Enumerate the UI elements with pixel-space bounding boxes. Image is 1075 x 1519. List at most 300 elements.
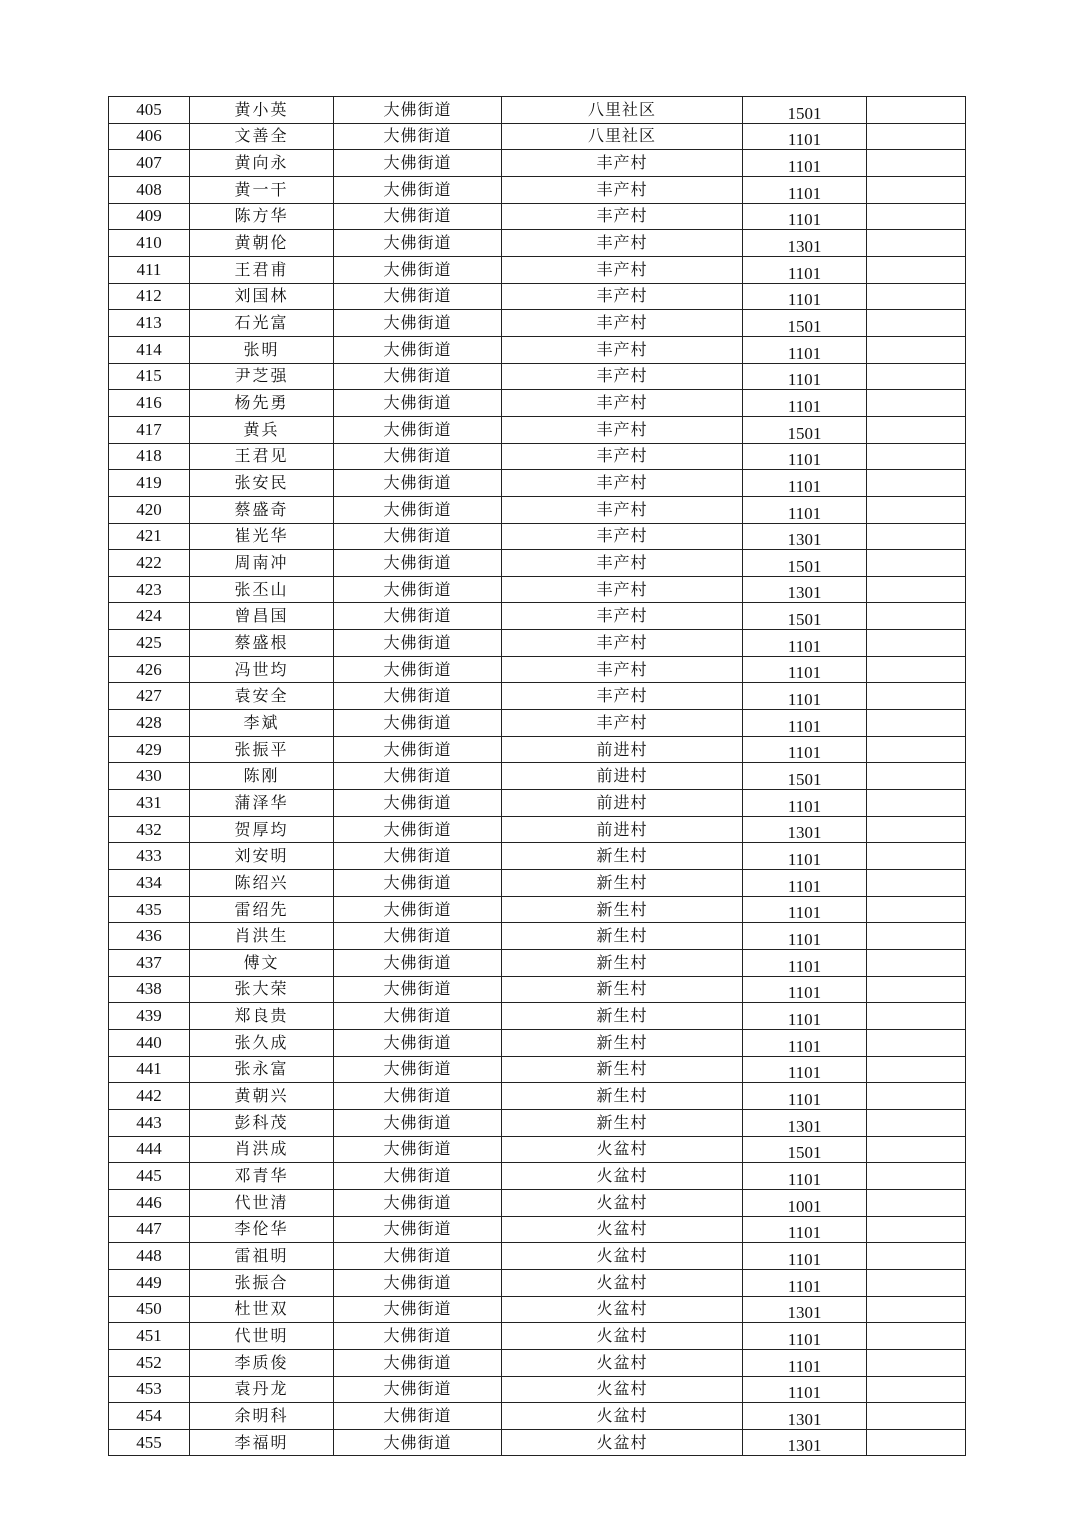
category-code: 1501 xyxy=(743,763,867,790)
category-code: 1501 xyxy=(743,97,867,124)
village-name: 火盆村 xyxy=(502,1189,743,1216)
row-number: 417 xyxy=(109,416,190,443)
table-row xyxy=(109,97,966,124)
table-row xyxy=(109,283,966,310)
table-row xyxy=(109,416,966,443)
remark-cell xyxy=(867,1323,966,1350)
remark-cell xyxy=(867,816,966,843)
village-name: 丰产村 xyxy=(502,230,743,257)
category-code: 1101 xyxy=(743,496,867,523)
person-name: 崔光华 xyxy=(190,523,334,550)
person-name: 蔡盛根 xyxy=(190,630,334,657)
village-name: 新生村 xyxy=(502,1029,743,1056)
street-name: 大佛街道 xyxy=(334,1003,502,1030)
remark-cell xyxy=(867,1269,966,1296)
category-code: 1301 xyxy=(743,1429,867,1456)
row-number: 410 xyxy=(109,230,190,257)
person-name: 张振合 xyxy=(190,1269,334,1296)
remark-cell xyxy=(867,1189,966,1216)
street-name: 大佛街道 xyxy=(334,1243,502,1270)
remark-cell xyxy=(867,1216,966,1243)
village-name: 丰产村 xyxy=(502,310,743,337)
row-number: 454 xyxy=(109,1403,190,1430)
village-name: 火盆村 xyxy=(502,1243,743,1270)
person-name: 张永富 xyxy=(190,1056,334,1083)
remark-cell xyxy=(867,443,966,470)
street-name: 大佛街道 xyxy=(334,870,502,897)
row-number: 418 xyxy=(109,443,190,470)
village-name: 丰产村 xyxy=(502,630,743,657)
person-name: 王君见 xyxy=(190,443,334,470)
roster-body xyxy=(109,97,966,1456)
person-name: 张安民 xyxy=(190,470,334,497)
person-name: 郑良贵 xyxy=(190,1003,334,1030)
row-number: 432 xyxy=(109,816,190,843)
row-number: 438 xyxy=(109,976,190,1003)
remark-cell xyxy=(867,150,966,177)
street-name: 大佛街道 xyxy=(334,603,502,630)
table-row xyxy=(109,603,966,630)
person-name: 杨先勇 xyxy=(190,390,334,417)
remark-cell xyxy=(867,363,966,390)
table-row xyxy=(109,710,966,737)
category-code: 1301 xyxy=(743,816,867,843)
table-row xyxy=(109,656,966,683)
category-code: 1101 xyxy=(743,1029,867,1056)
row-number: 451 xyxy=(109,1323,190,1350)
remark-cell xyxy=(867,1429,966,1456)
category-code: 1501 xyxy=(743,416,867,443)
category-code: 1101 xyxy=(743,1216,867,1243)
village-name: 新生村 xyxy=(502,1003,743,1030)
village-name: 火盆村 xyxy=(502,1429,743,1456)
row-number: 413 xyxy=(109,310,190,337)
person-name: 袁安全 xyxy=(190,683,334,710)
category-code: 1301 xyxy=(743,1109,867,1136)
table-row xyxy=(109,1109,966,1136)
person-name: 周南冲 xyxy=(190,550,334,577)
table-row xyxy=(109,203,966,230)
category-code: 1101 xyxy=(743,1243,867,1270)
row-number: 436 xyxy=(109,923,190,950)
street-name: 大佛街道 xyxy=(334,576,502,603)
street-name: 大佛街道 xyxy=(334,630,502,657)
street-name: 大佛街道 xyxy=(334,1056,502,1083)
category-code: 1101 xyxy=(743,1003,867,1030)
row-number: 412 xyxy=(109,283,190,310)
remark-cell xyxy=(867,390,966,417)
village-name: 丰产村 xyxy=(502,603,743,630)
row-number: 423 xyxy=(109,576,190,603)
street-name: 大佛街道 xyxy=(334,256,502,283)
row-number: 448 xyxy=(109,1243,190,1270)
person-name: 贺厚均 xyxy=(190,816,334,843)
table-row xyxy=(109,1029,966,1056)
table-row xyxy=(109,896,966,923)
category-code: 1101 xyxy=(743,896,867,923)
remark-cell xyxy=(867,1296,966,1323)
remark-cell xyxy=(867,550,966,577)
category-code: 1101 xyxy=(743,656,867,683)
category-code: 1101 xyxy=(743,390,867,417)
row-number: 431 xyxy=(109,790,190,817)
village-name: 丰产村 xyxy=(502,256,743,283)
remark-cell xyxy=(867,496,966,523)
remark-cell xyxy=(867,683,966,710)
street-name: 大佛街道 xyxy=(334,550,502,577)
person-name: 黄向永 xyxy=(190,150,334,177)
street-name: 大佛街道 xyxy=(334,470,502,497)
person-name: 蔡盛奇 xyxy=(190,496,334,523)
table-row xyxy=(109,843,966,870)
category-code: 1501 xyxy=(743,550,867,577)
table-row xyxy=(109,443,966,470)
village-name: 前进村 xyxy=(502,763,743,790)
village-name: 新生村 xyxy=(502,896,743,923)
row-number: 443 xyxy=(109,1109,190,1136)
village-name: 火盆村 xyxy=(502,1163,743,1190)
remark-cell xyxy=(867,203,966,230)
row-number: 437 xyxy=(109,950,190,977)
category-code: 1101 xyxy=(743,790,867,817)
village-name: 火盆村 xyxy=(502,1349,743,1376)
village-name: 新生村 xyxy=(502,950,743,977)
street-name: 大佛街道 xyxy=(334,230,502,257)
person-name: 余明科 xyxy=(190,1403,334,1430)
category-code: 1101 xyxy=(743,1056,867,1083)
category-code: 1101 xyxy=(743,683,867,710)
remark-cell xyxy=(867,283,966,310)
table-row xyxy=(109,336,966,363)
remark-cell xyxy=(867,1163,966,1190)
remark-cell xyxy=(867,523,966,550)
category-code: 1101 xyxy=(743,363,867,390)
street-name: 大佛街道 xyxy=(334,1323,502,1350)
category-code: 1001 xyxy=(743,1189,867,1216)
row-number: 426 xyxy=(109,656,190,683)
row-number: 429 xyxy=(109,736,190,763)
village-name: 新生村 xyxy=(502,923,743,950)
street-name: 大佛街道 xyxy=(334,1376,502,1403)
person-name: 李伦华 xyxy=(190,1216,334,1243)
row-number: 447 xyxy=(109,1216,190,1243)
category-code: 1301 xyxy=(743,523,867,550)
village-name: 丰产村 xyxy=(502,523,743,550)
table-row xyxy=(109,363,966,390)
person-name: 冯世均 xyxy=(190,656,334,683)
street-name: 大佛街道 xyxy=(334,496,502,523)
category-code: 1101 xyxy=(743,736,867,763)
remark-cell xyxy=(867,603,966,630)
remark-cell xyxy=(867,1136,966,1163)
remark-cell xyxy=(867,97,966,124)
remark-cell xyxy=(867,230,966,257)
remark-cell xyxy=(867,1349,966,1376)
table-row xyxy=(109,1083,966,1110)
village-name: 新生村 xyxy=(502,870,743,897)
table-row xyxy=(109,176,966,203)
remark-cell xyxy=(867,256,966,283)
person-name: 张久成 xyxy=(190,1029,334,1056)
row-number: 442 xyxy=(109,1083,190,1110)
category-code: 1101 xyxy=(743,176,867,203)
category-code: 1101 xyxy=(743,256,867,283)
street-name: 大佛街道 xyxy=(334,896,502,923)
row-number: 430 xyxy=(109,763,190,790)
table-row xyxy=(109,630,966,657)
table-row xyxy=(109,976,966,1003)
remark-cell xyxy=(867,123,966,150)
person-name: 李福明 xyxy=(190,1429,334,1456)
table-row xyxy=(109,523,966,550)
street-name: 大佛街道 xyxy=(334,1269,502,1296)
table-row xyxy=(109,1429,966,1456)
row-number: 434 xyxy=(109,870,190,897)
street-name: 大佛街道 xyxy=(334,683,502,710)
street-name: 大佛街道 xyxy=(334,763,502,790)
street-name: 大佛街道 xyxy=(334,123,502,150)
person-name: 李质俊 xyxy=(190,1349,334,1376)
row-number: 433 xyxy=(109,843,190,870)
village-name: 丰产村 xyxy=(502,550,743,577)
row-number: 409 xyxy=(109,203,190,230)
table-row xyxy=(109,470,966,497)
remark-cell xyxy=(867,710,966,737)
person-name: 陈绍兴 xyxy=(190,870,334,897)
village-name: 丰产村 xyxy=(502,203,743,230)
category-code: 1101 xyxy=(743,1163,867,1190)
table-row xyxy=(109,150,966,177)
table-row xyxy=(109,1136,966,1163)
table-row xyxy=(109,576,966,603)
table-row xyxy=(109,1403,966,1430)
person-name: 蒲泽华 xyxy=(190,790,334,817)
remark-cell xyxy=(867,1056,966,1083)
street-name: 大佛街道 xyxy=(334,843,502,870)
remark-cell xyxy=(867,923,966,950)
category-code: 1101 xyxy=(743,870,867,897)
village-name: 前进村 xyxy=(502,736,743,763)
village-name: 丰产村 xyxy=(502,710,743,737)
village-name: 新生村 xyxy=(502,843,743,870)
person-name: 彭科茂 xyxy=(190,1109,334,1136)
category-code: 1301 xyxy=(743,1403,867,1430)
village-name: 八里社区 xyxy=(502,123,743,150)
table-row xyxy=(109,390,966,417)
row-number: 449 xyxy=(109,1269,190,1296)
category-code: 1101 xyxy=(743,710,867,737)
street-name: 大佛街道 xyxy=(334,283,502,310)
category-code: 1301 xyxy=(743,576,867,603)
row-number: 405 xyxy=(109,97,190,124)
village-name: 丰产村 xyxy=(502,363,743,390)
row-number: 450 xyxy=(109,1296,190,1323)
row-number: 425 xyxy=(109,630,190,657)
person-name: 杜世双 xyxy=(190,1296,334,1323)
table-row xyxy=(109,496,966,523)
row-number: 414 xyxy=(109,336,190,363)
table-row xyxy=(109,310,966,337)
remark-cell xyxy=(867,336,966,363)
table-row xyxy=(109,230,966,257)
category-code: 1101 xyxy=(743,1376,867,1403)
person-name: 陈方华 xyxy=(190,203,334,230)
remark-cell xyxy=(867,790,966,817)
row-number: 428 xyxy=(109,710,190,737)
village-name: 火盆村 xyxy=(502,1403,743,1430)
person-name: 石光富 xyxy=(190,310,334,337)
person-name: 曾昌国 xyxy=(190,603,334,630)
street-name: 大佛街道 xyxy=(334,1083,502,1110)
remark-cell xyxy=(867,1109,966,1136)
row-number: 439 xyxy=(109,1003,190,1030)
village-name: 丰产村 xyxy=(502,470,743,497)
category-code: 1101 xyxy=(743,1323,867,1350)
table-row xyxy=(109,1376,966,1403)
row-number: 453 xyxy=(109,1376,190,1403)
person-name: 王君甫 xyxy=(190,256,334,283)
street-name: 大佛街道 xyxy=(334,950,502,977)
table-row xyxy=(109,256,966,283)
row-number: 424 xyxy=(109,603,190,630)
village-name: 新生村 xyxy=(502,1083,743,1110)
village-name: 丰产村 xyxy=(502,683,743,710)
village-name: 丰产村 xyxy=(502,176,743,203)
street-name: 大佛街道 xyxy=(334,203,502,230)
row-number: 421 xyxy=(109,523,190,550)
row-number: 416 xyxy=(109,390,190,417)
remark-cell xyxy=(867,176,966,203)
roster-table xyxy=(108,96,966,1456)
street-name: 大佛街道 xyxy=(334,336,502,363)
street-name: 大佛街道 xyxy=(334,710,502,737)
table-row xyxy=(109,1349,966,1376)
street-name: 大佛街道 xyxy=(334,1109,502,1136)
village-name: 前进村 xyxy=(502,816,743,843)
row-number: 415 xyxy=(109,363,190,390)
person-name: 张明 xyxy=(190,336,334,363)
remark-cell xyxy=(867,1403,966,1430)
table-row xyxy=(109,1189,966,1216)
table-row xyxy=(109,763,966,790)
category-code: 1101 xyxy=(743,950,867,977)
table-row xyxy=(109,123,966,150)
street-name: 大佛街道 xyxy=(334,150,502,177)
remark-cell xyxy=(867,310,966,337)
category-code: 1101 xyxy=(743,203,867,230)
category-code: 1101 xyxy=(743,443,867,470)
table-row xyxy=(109,1163,966,1190)
street-name: 大佛街道 xyxy=(334,1189,502,1216)
street-name: 大佛街道 xyxy=(334,310,502,337)
remark-cell xyxy=(867,976,966,1003)
street-name: 大佛街道 xyxy=(334,656,502,683)
row-number: 435 xyxy=(109,896,190,923)
table-row xyxy=(109,1056,966,1083)
category-code: 1101 xyxy=(743,976,867,1003)
category-code: 1501 xyxy=(743,603,867,630)
table-row xyxy=(109,1269,966,1296)
table-row xyxy=(109,736,966,763)
remark-cell xyxy=(867,1083,966,1110)
category-code: 1101 xyxy=(743,843,867,870)
row-number: 452 xyxy=(109,1349,190,1376)
street-name: 大佛街道 xyxy=(334,1029,502,1056)
remark-cell xyxy=(867,470,966,497)
person-name: 雷绍先 xyxy=(190,896,334,923)
table-row xyxy=(109,1296,966,1323)
village-name: 火盆村 xyxy=(502,1296,743,1323)
remark-cell xyxy=(867,630,966,657)
remark-cell xyxy=(867,1003,966,1030)
village-name: 新生村 xyxy=(502,976,743,1003)
remark-cell xyxy=(867,950,966,977)
remark-cell xyxy=(867,1029,966,1056)
category-code: 1101 xyxy=(743,336,867,363)
village-name: 丰产村 xyxy=(502,443,743,470)
street-name: 大佛街道 xyxy=(334,443,502,470)
remark-cell xyxy=(867,896,966,923)
person-name: 邓青华 xyxy=(190,1163,334,1190)
category-code: 1101 xyxy=(743,123,867,150)
remark-cell xyxy=(867,656,966,683)
category-code: 1101 xyxy=(743,150,867,177)
village-name: 新生村 xyxy=(502,1056,743,1083)
row-number: 440 xyxy=(109,1029,190,1056)
remark-cell xyxy=(867,870,966,897)
person-name: 刘国林 xyxy=(190,283,334,310)
street-name: 大佛街道 xyxy=(334,1403,502,1430)
person-name: 张大荣 xyxy=(190,976,334,1003)
row-number: 411 xyxy=(109,256,190,283)
table-row xyxy=(109,683,966,710)
person-name: 肖洪生 xyxy=(190,923,334,950)
table-row xyxy=(109,1323,966,1350)
category-code: 1301 xyxy=(743,230,867,257)
village-name: 新生村 xyxy=(502,1109,743,1136)
village-name: 丰产村 xyxy=(502,390,743,417)
category-code: 1101 xyxy=(743,923,867,950)
person-name: 文善全 xyxy=(190,123,334,150)
village-name: 火盆村 xyxy=(502,1136,743,1163)
table-row xyxy=(109,923,966,950)
street-name: 大佛街道 xyxy=(334,1349,502,1376)
category-code: 1101 xyxy=(743,1269,867,1296)
row-number: 407 xyxy=(109,150,190,177)
village-name: 丰产村 xyxy=(502,336,743,363)
village-name: 丰产村 xyxy=(502,496,743,523)
street-name: 大佛街道 xyxy=(334,976,502,1003)
person-name: 肖洪成 xyxy=(190,1136,334,1163)
street-name: 大佛街道 xyxy=(334,363,502,390)
street-name: 大佛街道 xyxy=(334,1136,502,1163)
village-name: 丰产村 xyxy=(502,283,743,310)
row-number: 406 xyxy=(109,123,190,150)
table-row xyxy=(109,550,966,577)
street-name: 大佛街道 xyxy=(334,416,502,443)
remark-cell xyxy=(867,416,966,443)
person-name: 代世明 xyxy=(190,1323,334,1350)
person-name: 黄朝伦 xyxy=(190,230,334,257)
remark-cell xyxy=(867,576,966,603)
person-name: 陈刚 xyxy=(190,763,334,790)
street-name: 大佛街道 xyxy=(334,97,502,124)
person-name: 黄朝兴 xyxy=(190,1083,334,1110)
village-name: 丰产村 xyxy=(502,416,743,443)
person-name: 张振平 xyxy=(190,736,334,763)
village-name: 火盆村 xyxy=(502,1216,743,1243)
person-name: 黄小英 xyxy=(190,97,334,124)
